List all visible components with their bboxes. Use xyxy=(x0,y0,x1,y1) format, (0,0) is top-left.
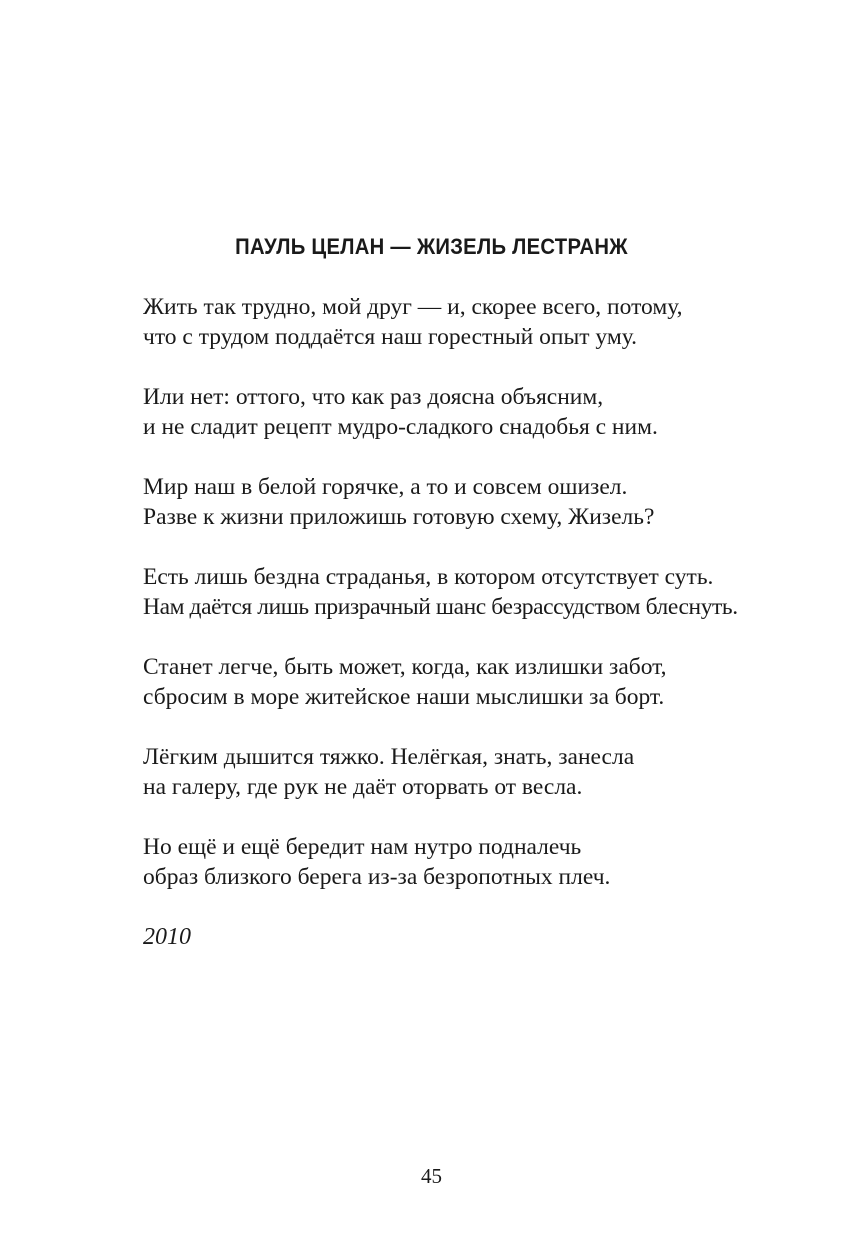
poem-line: на галеру, где рук не даёт оторвать от весла. xyxy=(143,774,583,800)
poem-line: Или нет: оттого, что как раз доясна объясним, xyxy=(143,384,604,410)
stanza-2 xyxy=(143,382,843,442)
stanza-1 xyxy=(143,292,843,352)
poem-line: сбросим в море житейское наши мыслишки за борт. xyxy=(143,684,665,710)
poem-title: ПАУЛЬ ЦЕЛАН — ЖИЗЕЛЬ ЛЕСТРАНЖ xyxy=(235,234,628,259)
stanza-5 xyxy=(143,652,843,712)
poem-line: Есть лишь бездна страданья, в котором отсутствует суть. xyxy=(143,564,714,590)
poem-line: и не сладит рецепт мудро-сладкого снадобья с ним. xyxy=(143,414,658,440)
poem-line: что с трудом поддаётся наш горестный опыт уму. xyxy=(143,324,637,350)
poem-line: Лёгким дышится тяжко. Нелёгкая, знать, занесла xyxy=(143,744,635,770)
stanza-4 xyxy=(143,562,843,622)
poem-line: образ близкого берега из-за безропотных плеч. xyxy=(143,864,611,890)
poem-line: Разве к жизни приложишь готовую схему, Жизель? xyxy=(143,504,655,530)
stanza-7 xyxy=(143,832,843,892)
page-number: 45 xyxy=(421,1164,442,1188)
poem-body xyxy=(143,292,843,952)
poem-line: Нам даётся лишь призрачный шанс безрассудством блеснуть. xyxy=(143,594,738,620)
poem-line: Мир наш в белой горячке, а то и совсем ошизел. xyxy=(143,474,628,500)
poem-line: Жить так трудно, мой друг — и, скорее всего, потому, xyxy=(143,294,683,320)
poem-year: 2010 xyxy=(143,924,191,950)
stanza-6 xyxy=(143,742,843,802)
stanza-3 xyxy=(143,472,843,532)
poem-line: Станет легче, быть может, когда, как излишки забот, xyxy=(143,654,667,680)
poem-line: Но ещё и ещё бередит нам нутро подналечь xyxy=(143,834,582,860)
